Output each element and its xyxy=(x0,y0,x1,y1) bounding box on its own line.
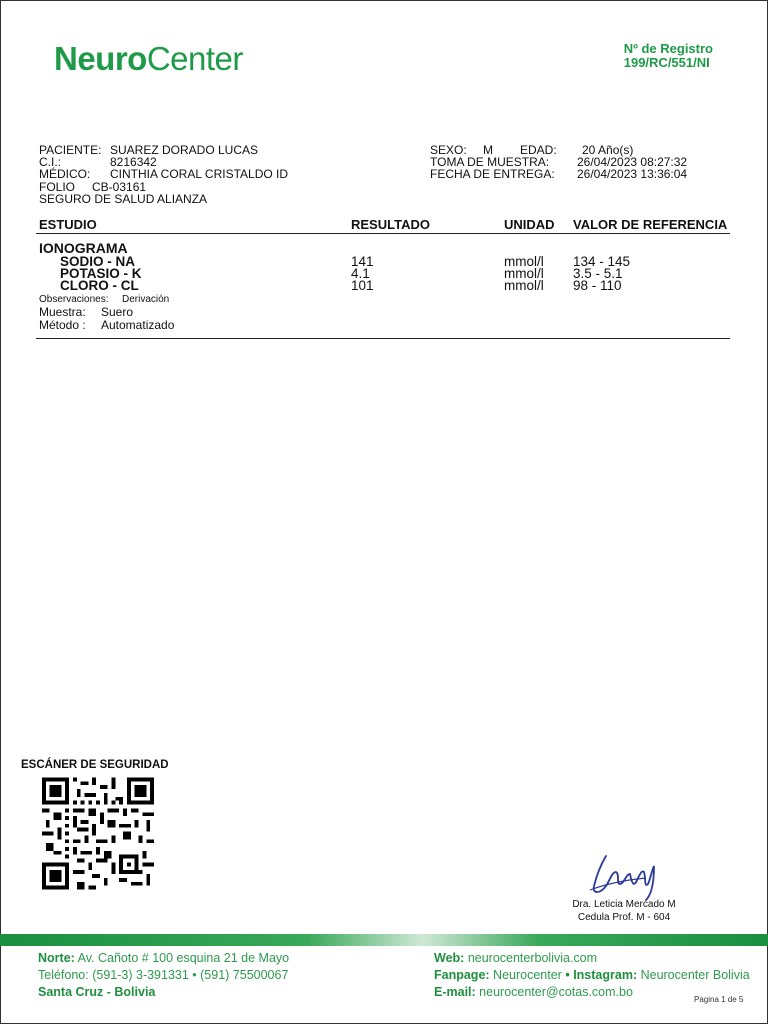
ci-label: C.I.: xyxy=(39,155,62,169)
row-ref: 98 - 110 xyxy=(573,278,622,293)
footer-contact: Web: neurocenterbolivia.com Fanpage: Neurocenter • Instagram: Neurocenter Bolivia E-mail: neurocenter@cotas.com.bo xyxy=(434,951,750,999)
entrega-value: 26/04/2023 13:36:04 xyxy=(577,167,688,181)
row-ref: 3.5 - 5.1 xyxy=(573,266,623,281)
row-unit: mmol/l xyxy=(504,266,544,281)
security-title: ESCÁNER DE SEGURIDAD xyxy=(21,759,169,771)
instagram-value: Neurocenter Bolivia xyxy=(640,968,750,982)
paciente-value: SUAREZ DORADO LUCAS xyxy=(110,143,259,157)
muestra-value: Suero xyxy=(101,305,134,319)
row-name: SODIO - NA xyxy=(60,254,136,269)
col-estudio: ESTUDIO xyxy=(39,217,97,232)
footer-green-band xyxy=(0,934,768,946)
muestra-label: Muestra: xyxy=(39,305,86,319)
web-label: Web: xyxy=(434,951,465,965)
fanpage-value: Neurocenter xyxy=(493,968,562,982)
edad-value: 20 Año(s) xyxy=(582,143,634,157)
group-title: IONOGRAMA xyxy=(39,240,128,256)
instagram-label: Instagram: xyxy=(573,968,638,982)
folio-label: FOLIO xyxy=(39,180,76,194)
col-referencia: VALOR DE REFERENCIA xyxy=(573,217,728,232)
telefono-value: (591-3) 3-391331 • (591) 75500067 xyxy=(92,968,289,982)
signature-icon xyxy=(586,844,666,904)
row-result: 141 xyxy=(351,254,374,269)
header-divider xyxy=(36,233,730,234)
web-link[interactable]: neurocenterbolivia.com xyxy=(467,951,598,965)
sexo-value: M xyxy=(483,143,493,157)
row-result: 4.1 xyxy=(351,266,370,281)
email-link[interactable]: neurocenter@cotas.com.bo xyxy=(479,985,633,999)
doctor-name: Dra. Leticia Mercado M xyxy=(572,899,676,910)
norte-label: Norte: xyxy=(38,951,75,965)
norte-value: Av. Cañoto # 100 esquina 21 de Mayo xyxy=(77,951,290,965)
paciente-label: PACIENTE: xyxy=(39,143,102,157)
col-unidad: UNIDAD xyxy=(504,217,555,232)
medico-label: MÉDICO: xyxy=(39,167,91,181)
registro-value: 199/RC/551/NI xyxy=(623,55,710,70)
row-ref: 134 - 145 xyxy=(573,254,631,269)
ciudad: Santa Cruz - Bolivia xyxy=(38,985,156,999)
row-unit: mmol/l xyxy=(504,254,544,269)
registro-block xyxy=(624,42,713,70)
table-bottom-divider xyxy=(36,338,730,339)
seguro-text: SEGURO DE SALUD ALIANZA xyxy=(39,192,208,206)
registro-label: Nº de Registro xyxy=(623,41,713,56)
page-number: Pagina 1 de 5 xyxy=(694,995,744,1004)
footer-address xyxy=(38,950,289,1001)
row-result: 101 xyxy=(351,278,374,293)
row-name: POTASIO - K xyxy=(60,266,142,281)
toma-label: TOMA DE MUESTRA: xyxy=(430,155,550,169)
qr-code-icon xyxy=(42,776,154,891)
metodo-value: Automatizado xyxy=(101,318,175,332)
col-resultado: RESULTADO xyxy=(351,217,430,232)
fanpage-label: Fanpage: xyxy=(434,968,490,982)
obs-value: Derivación xyxy=(122,294,170,305)
sexo-label: SEXO: xyxy=(430,143,467,157)
doctor-cedula: Cedula Prof. M - 604 xyxy=(577,912,671,923)
obs-label: Observaciones: xyxy=(39,294,109,305)
row-unit: mmol/l xyxy=(504,278,544,293)
email-label: E-mail: xyxy=(434,985,476,999)
medico-value: CINTHIA CORAL CRISTALDO ID xyxy=(110,167,289,181)
metodo-label: Método : xyxy=(39,318,86,332)
ci-value: 8216342 xyxy=(110,155,157,169)
neurocenter-logo: NeuroCenter xyxy=(54,40,243,77)
toma-value: 26/04/2023 08:27:32 xyxy=(577,155,688,169)
signature-block xyxy=(560,898,688,924)
telefono-label: Teléfono: xyxy=(38,968,89,982)
row-name: CLORO - CL xyxy=(60,278,139,293)
entrega-label: FECHA DE ENTREGA: xyxy=(430,167,555,181)
edad-label: EDAD: xyxy=(520,143,557,157)
folio-value: CB-03161 xyxy=(92,180,147,194)
